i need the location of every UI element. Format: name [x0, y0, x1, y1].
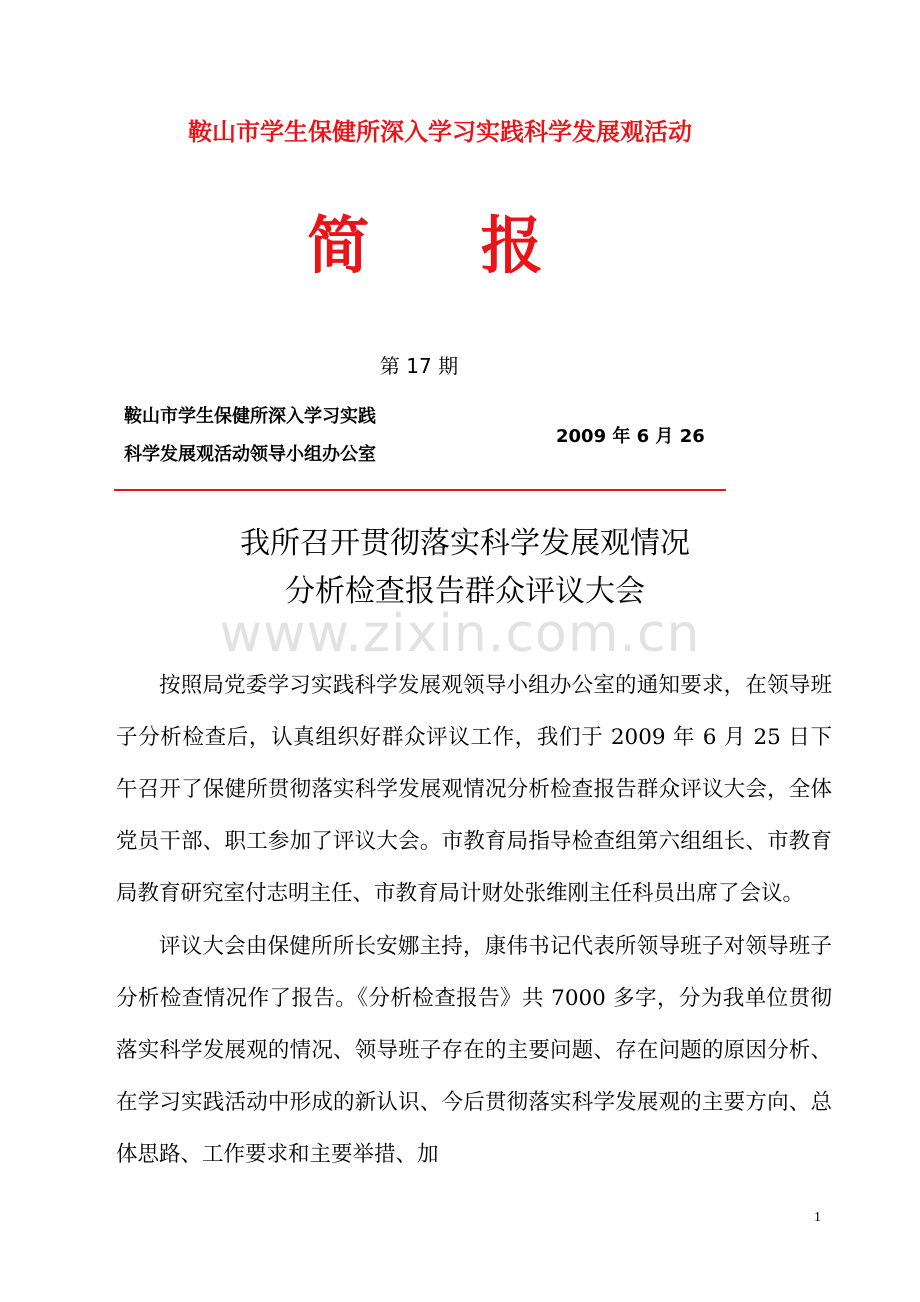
page-number: 1 [814, 1210, 821, 1225]
article-body [116, 660, 832, 1182]
issue-number: 第 17 期 [379, 354, 459, 378]
issuer-line-1: 鞍山市学生保健所深入学习实践 [124, 406, 376, 427]
article-headline [0, 520, 920, 616]
headline-line-1: 我所召开贯彻落实科学发展观情况 [240, 526, 690, 561]
bulletin-title: 简 报 [307, 209, 543, 282]
issuer-block [124, 398, 376, 474]
organization-title: 鞍山市学生保健所深入学习实践科学发展观活动 [188, 118, 692, 146]
paragraph-2: 评议大会由保健所所长安娜主持，康伟书记代表所领导班子对领导班子分析检查情况作了报告。《分析检查报告》共 7000 多字，分为我单位贯彻落实科学发展观的情况、领导班子存在的主要问题、存在问题的原因分析、在学习实践活动中形成的新认识、今后贯彻落实科学发展观的主要方向、总体思路、工作要求和主要举措、加 [116, 934, 832, 1167]
issuer-line-2: 科学发展观活动领导小组办公室 [124, 444, 376, 465]
header-divider [114, 489, 726, 491]
issue-date: 2009 年 6 月 26 [556, 426, 705, 447]
headline-line-2: 分析检查报告群众评议大会 [285, 574, 645, 609]
paragraph-1: 按照局党委学习实践科学发展观领导小组办公室的通知要求，在领导班子分析检查后，认真组织好群众评议工作，我们于 2009 年 6 月 25 日下午召开了保健所贯彻落实科学发展观情况分析检查报告群众评议大会，全体党员干部、职工参加了评议大会。市教育局指导检查组第六组组长、市教育局教育研究室付志明主任、市教育局计财处张维刚主任科员出席了会议。 [116, 673, 832, 906]
watermark: www.zixin.com.cn [219, 604, 701, 664]
